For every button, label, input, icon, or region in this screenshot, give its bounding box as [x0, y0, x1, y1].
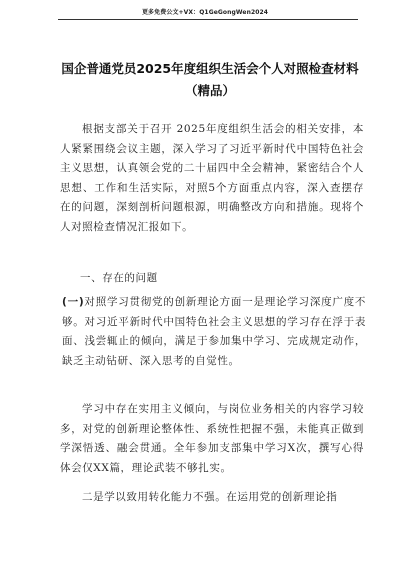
- body-paragraph-2: 学习中存在实用主义倾向，与岗位业务相关的内容学习较多，对党的创新理论整体性、系统性把握不强，未能真正做到学深悟透、融会贯通。全年参加支部集中学习X次，撰写心得体会仅XX篇，理论武装不够扎实。: [60, 403, 364, 474]
- point-1-text: 对照学习贯彻党的创新理论方面一是理论学习深度广度不够。对习近平新时代中国特色社会主义思想的学习存在浮于表面、浅尝辄止的倾向，满足于参加集中学习、完成规定动作，缺乏主动钻研、深入思考的自觉性。: [62, 296, 367, 367]
- header-note: 更多免费公文+VX：Q1GeGongWen2024: [141, 9, 269, 16]
- point-1-paragraph: [62, 293, 366, 371]
- intro-paragraph: 根据支部关于召开 2025年度组织生活会的相关安排，本人紧紧围绕会议主题，深入学习了习近平新时代中国特色社会主义思想，认真领会党的二十届四中全会精神，紧密结合个人思想、工作和生活实际，对照5个方面重点内容，深入查摆存在的问题，深刻剖析问题根源，明确整改方向和措施。现将个人对照检查情况汇报如下。: [60, 123, 364, 233]
- body-paragraph-3: 二是学以致用转化能力不强。在运用党的创新理论指: [82, 491, 338, 503]
- document-title: 国企普通党员2025年度组织生活会个人对照检查材料（精品）: [61, 61, 359, 98]
- point-1-label: (一): [62, 296, 85, 308]
- header-divider: [58, 19, 358, 20]
- section-heading: 一、存在的问题: [80, 272, 158, 284]
